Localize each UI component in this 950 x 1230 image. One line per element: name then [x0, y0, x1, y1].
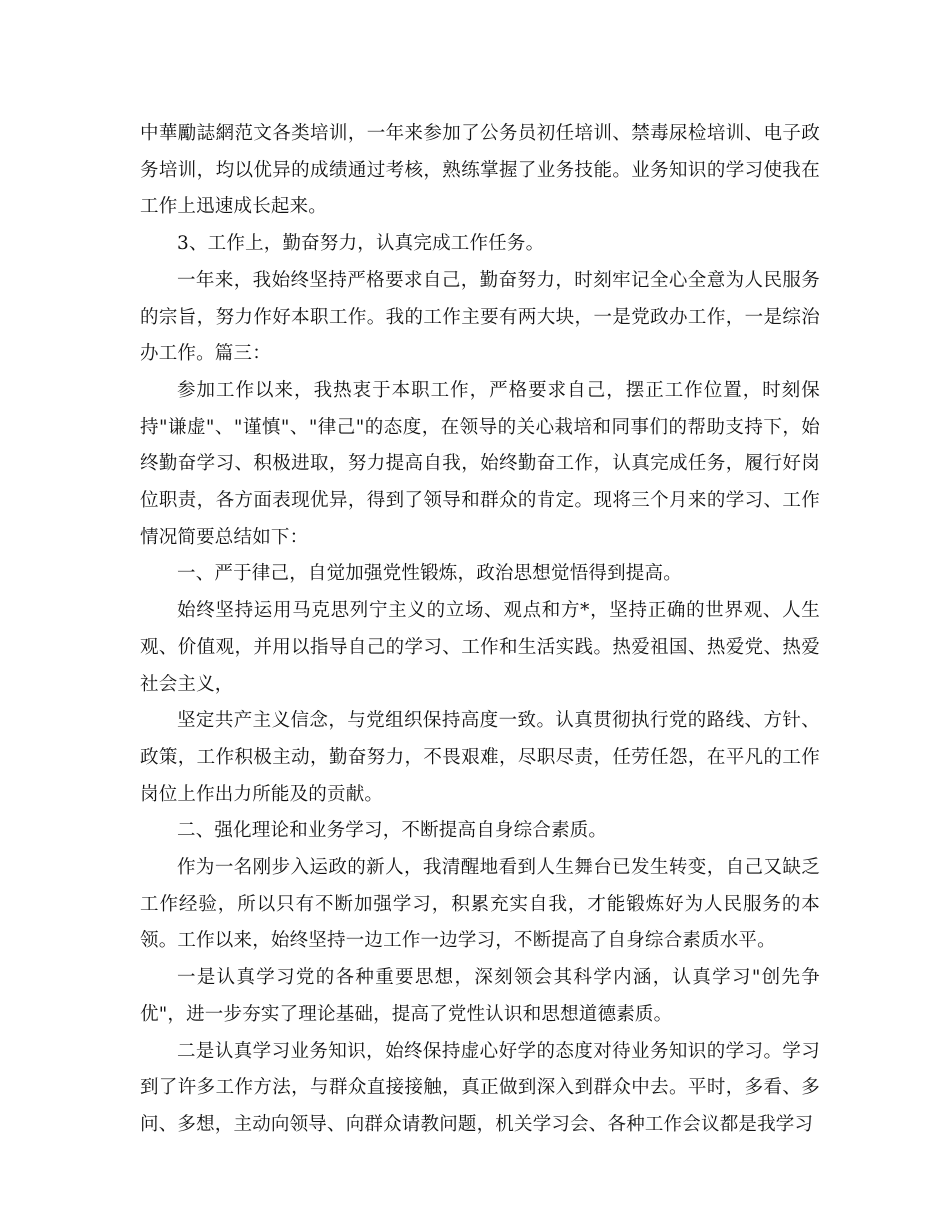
paragraph-business-study: 二是认真学习业务知识，始终保持虚心好学的态度对待业务知识的学习。学习到了许多工作方法，与群众直接接触，真正做到深入到群众中去。平时，多看、多问、多想，主动向领导、向群众请教问题，机关学习会、各种工作会议都是我学习	[140, 1040, 820, 1135]
paragraph-heading-work: 3、工作上，勤奋努力，认真完成工作任务。	[177, 233, 545, 255]
document-body	[140, 116, 820, 1144]
paragraph-newcomer: 作为一名刚步入运政的新人，我清醒地看到人生舞台已发生转变，自己又缺乏工作经验，所以只有不断加强学习，积累充实自我，才能锻炼好为人民服务的本领。工作以来，始终坚持一边工作一边学习，不断提高了自身综合素质水平。	[140, 857, 820, 952]
paragraph-intro: 参加工作以来，我热衷于本职工作，严格要求自己，摆正工作位置，时刻保持"谦虚"、"谨慎"、"律己"的态度，在领导的关心栽培和同事们的帮助支持下，始终勤奋学习、积极进取，努力提高自我，始终勤奋工作，认真完成任务，履行好岗位职责，各方面表现优异，得到了领导和群众的肯定。现将三个月来的学习、工作情况简要总结如下：	[140, 379, 820, 548]
paragraph-training: 中華勵誌網范文各类培训，一年来参加了公务员初任培训、禁毒尿检培训、电子政务培训，均以优异的成绩通过考核，熟练掌握了业务技能。业务知识的学习使我在工作上迅速成长起来。	[140, 123, 820, 218]
paragraph-ideology: 始终坚持运用马克思列宁主义的立场、观点和方*，坚持正确的世界观、人生观、价值观，并用以指导自己的学习、工作和生活实践。热爱祖国、热爱党、热爱社会主义，	[140, 600, 820, 695]
section-heading-discipline: 一、严于律己，自觉加强党性锻炼，政治思想觉悟得到提高。	[177, 563, 682, 585]
section-heading-study: 二、强化理论和业务学习，不断提高自身综合素质。	[177, 820, 608, 842]
paragraph-theory-study: 一是认真学习党的各种重要思想，深刻领会其科学内涵，认真学习"创先争优"，进一步夯实了理论基础，提高了党性认识和思想道德素质。	[140, 967, 820, 1025]
paragraph-year-summary: 一年来，我始终坚持严格要求自己，勤奋努力，时刻牢记全心全意为人民服务的宗旨，努力作好本职工作。我的工作主要有两大块，一是党政办工作，一是综治办工作。篇三：	[140, 269, 820, 365]
paragraph-belief: 坚定共产主义信念，与党组织保持高度一致。认真贯彻执行党的路线、方针、政策，工作积极主动，勤奋努力，不畏艰难，尽职尽责，任劳任怨，在平凡的工作岗位上作出力所能及的贡献。	[140, 710, 820, 805]
